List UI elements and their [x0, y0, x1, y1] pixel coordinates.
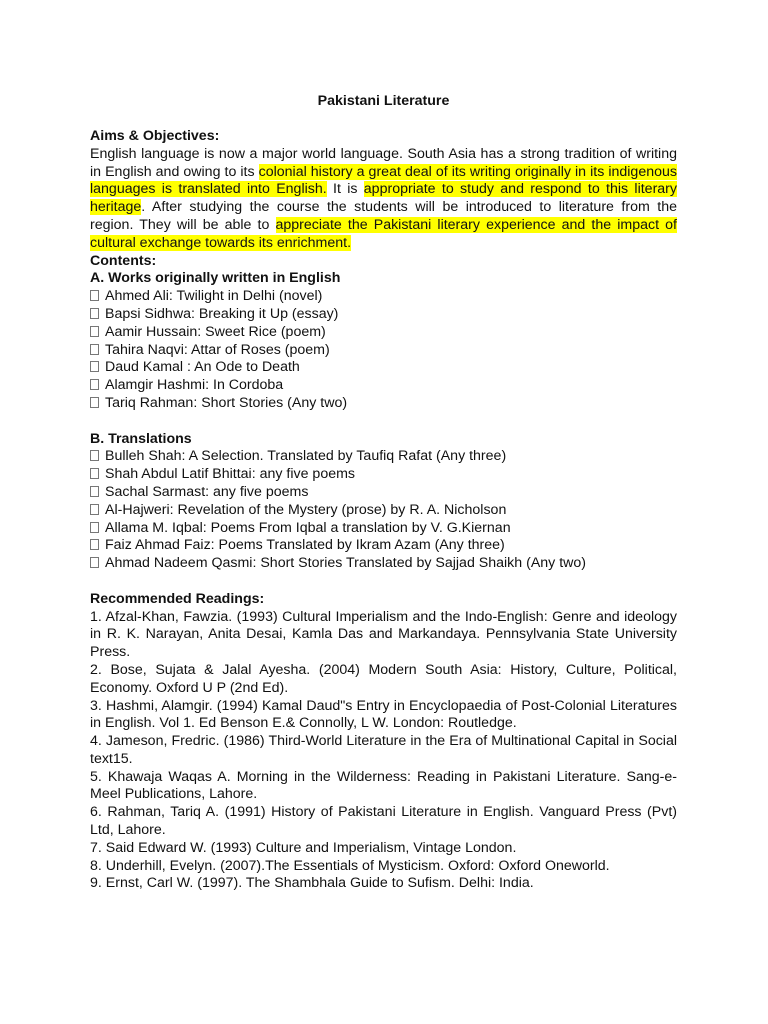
missing-glyph-box-icon: [90, 557, 99, 568]
missing-glyph-box-icon: [90, 361, 99, 372]
missing-glyph-box-icon: [90, 450, 99, 461]
missing-glyph-box-icon: [90, 379, 99, 390]
paragraph-text: It is: [326, 181, 364, 198]
section-a-list: [90, 288, 677, 413]
readings-heading: Recommended Readings:: [90, 590, 265, 607]
page-title: Pakistani Literature: [317, 93, 450, 109]
highlighted-text: appreciate the Pakistani literary experience and the impact of cultural exchange towards its enrichment.: [90, 216, 677, 251]
missing-glyph-box-icon: [90, 539, 99, 550]
paragraph-text: English language is now a major world language. South Asia has a strong tradition of writing in English and owing to its: [90, 145, 677, 180]
list-item: [90, 537, 677, 555]
reading-item: 6. Rahman, Tariq A. (1991) History of Pakistani Literature in English. Vanguard Press (Pvt) Ltd, Lahore.: [90, 804, 677, 839]
list-item: [90, 306, 677, 324]
list-item-text: Aamir Hussain: Sweet Rice (poem): [105, 323, 326, 340]
list-item: [90, 395, 677, 413]
missing-glyph-box-icon: [90, 397, 99, 408]
list-item-text: Tahira Naqvi: Attar of Roses (poem): [105, 341, 330, 358]
missing-glyph-box-icon: [90, 486, 99, 497]
reading-item: 7. Said Edward W. (1993) Culture and Imperialism, Vintage London.: [90, 839, 517, 856]
contents-heading: Contents:: [90, 252, 157, 269]
missing-glyph-box-icon: [90, 290, 99, 301]
section-a-heading: A. Works originally written in English: [90, 270, 341, 287]
highlighted-text: colonial history a great deal of its writing originally in its indigenous languages is translated into English.: [90, 163, 677, 198]
list-item-text: Tariq Rahman: Short Stories (Any two): [105, 394, 348, 411]
list-item-text: Ahmad Nadeem Qasmi: Short Stories Translated by Sajjad Shaikh (Any two): [105, 555, 587, 572]
section-b-list: [90, 448, 677, 573]
reading-item: 4. Jameson, Fredric. (1986) Third-World Literature in the Era of Multinational Capital in Social text15.: [90, 733, 677, 767]
section-b-heading: B. Translations: [90, 430, 192, 447]
spacer: [90, 573, 677, 591]
list-item: [90, 324, 677, 342]
readings-list: [90, 609, 677, 894]
list-item-text: Shah Abdul Latif Bhittai: any five poems: [105, 466, 356, 483]
list-item: [90, 448, 677, 466]
list-item: [90, 484, 677, 502]
list-item-text: Faiz Ahmad Faiz: Poems Translated by Ikram Azam (Any three): [105, 537, 505, 554]
list-item-text: Ahmed Ali: Twilight in Delhi (novel): [105, 288, 323, 305]
missing-glyph-box-icon: [90, 326, 99, 337]
reading-item: 9. Ernst, Carl W. (1997). The Shambhala Guide to Sufism. Delhi: India.: [90, 875, 534, 892]
missing-glyph-box-icon: [90, 308, 99, 319]
list-item-text: Bulleh Shah: A Selection. Translated by Taufiq Rafat (Any three): [105, 448, 507, 465]
aims-paragraph: [90, 146, 677, 253]
list-item: [90, 555, 677, 573]
list-item: [90, 359, 677, 377]
missing-glyph-box-icon: [90, 344, 99, 355]
list-item: [90, 502, 677, 520]
reading-item: 2. Bose, Sujata & Jalal Ayesha. (2004) Modern South Asia: History, Culture, Political, Economy. Oxford U P (2nd Ed).: [90, 661, 677, 696]
highlighted-text: appropriate to study and respond to this literary heritage: [90, 181, 678, 216]
reading-item: 3. Hashmi, Alamgir. (1994) Kamal Daud"s Entry in Encyclopaedia of Post-Colonial Literatures in English. Vol 1. Ed Benson E.& Connolly, L W. London: Routledge.: [90, 697, 677, 732]
reading-item: 5. Khawaja Waqas A. Morning in the Wilderness: Reading in Pakistani Literature. Sang-e-Meel Publications, Lahore.: [90, 768, 677, 803]
list-item: [90, 520, 677, 538]
list-item-text: Sachal Sarmast: any five poems: [105, 483, 309, 500]
paragraph-text: . After studying the course the students will be introduced to literature from the region. They will be able to: [90, 199, 677, 233]
aims-heading: Aims & Objectives:: [90, 128, 220, 144]
list-item-text: Alamgir Hashmi: In Cordoba: [105, 377, 284, 394]
spacer: [90, 413, 677, 431]
reading-item: 1. Afzal-Khan, Fawzia. (1993) Cultural Imperialism and the Indo-English: Genre and ideology in R. K. Narayan, Anita Desai, Kamla Das and Markandaya. Pennsylvania State University Press.: [90, 608, 677, 661]
document-page: [90, 93, 677, 893]
list-item-text: Bapsi Sidhwa: Breaking it Up (essay): [105, 305, 339, 322]
list-item-text: Al-Hajweri: Revelation of the Mystery (prose) by R. A. Nicholson: [105, 501, 507, 518]
missing-glyph-box-icon: [90, 522, 99, 533]
reading-item: 8. Underhill, Evelyn. (2007).The Essentials of Mysticism. Oxford: Oxford Oneworld.: [90, 857, 610, 874]
list-item-text: Allama M. Iqbal: Poems From Iqbal a translation by V. G.Kiernan: [105, 519, 511, 536]
list-item: [90, 466, 677, 484]
list-item: [90, 377, 677, 395]
list-item: [90, 288, 677, 306]
missing-glyph-box-icon: [90, 468, 99, 479]
spacer: [90, 111, 677, 128]
missing-glyph-box-icon: [90, 504, 99, 515]
list-item: [90, 342, 677, 360]
list-item-text: Daud Kamal : An Ode to Death: [105, 359, 300, 376]
